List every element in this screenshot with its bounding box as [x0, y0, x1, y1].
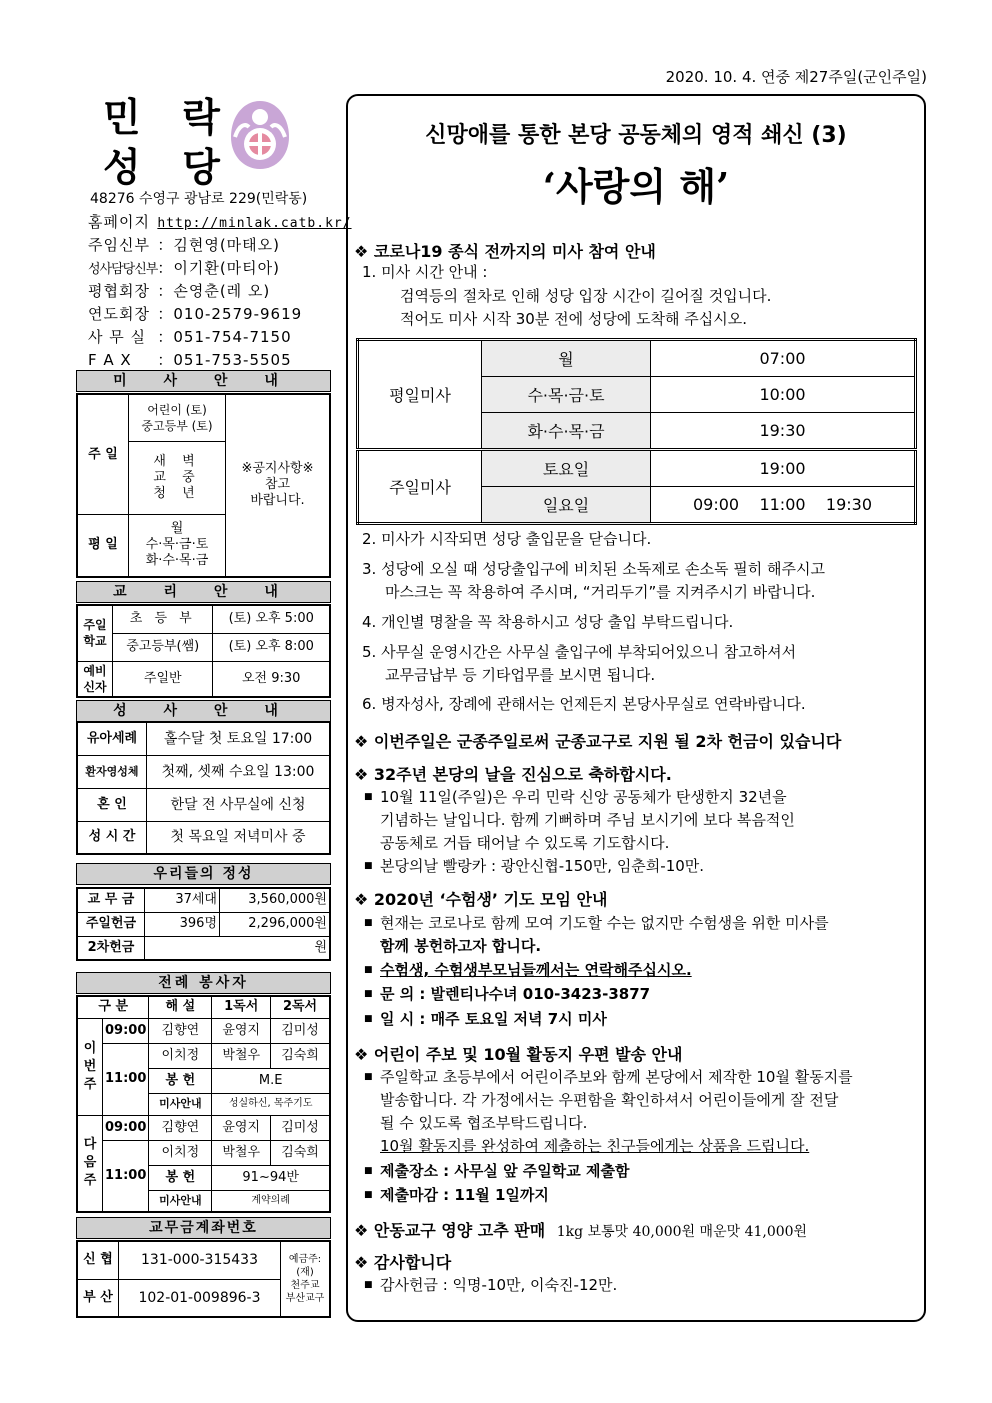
server-name: 김미성	[271, 1018, 330, 1043]
mass-guide-value: 성실하신, 목주기도	[212, 1093, 330, 1115]
mass-time: 09:00	[103, 1018, 149, 1043]
mass-hour: 19:00	[651, 450, 916, 487]
mass-day: 화·수·목·금	[482, 413, 651, 450]
church-info	[88, 210, 352, 371]
pepper-desc: 1kg 보통맛 40,000원 매운맛 41,000원	[556, 1224, 808, 1240]
church-name	[103, 93, 234, 193]
covid-p4: 4. 개인별 명찰을 꼭 착용하시고 성당 출입 부탁드립니다.	[362, 613, 734, 631]
anniversary-bullet-2	[362, 855, 918, 878]
sunday-mass-label: 주일미사	[358, 450, 482, 524]
offering-amount: 2,296,000원	[220, 912, 331, 936]
next-week-label: 다 음 주	[77, 1115, 103, 1212]
sacrament-label: 혼 인	[77, 788, 147, 821]
info-label: 사 무 실	[88, 328, 147, 346]
offering-count: 396명	[145, 912, 220, 936]
account-table	[76, 1240, 331, 1318]
sunday-groups-2: 새 벽 교 중 청 년	[153, 454, 201, 501]
exam-heading: ❖ 2020년 ‘수험생’ 기도 모임 안내	[354, 890, 608, 909]
info-label: F A X	[88, 350, 132, 369]
exam-bullet-4	[362, 1008, 918, 1031]
catechism-class: 중고등부(쌤)	[113, 633, 213, 661]
weekday-days: 월 수·목·금·토 화·수·목·금	[129, 515, 226, 577]
bullet-line: 본당의날 빨랑카 : 광안신협-150만, 임춘희-10만.	[380, 857, 705, 875]
info-label: 연도회장	[88, 305, 150, 323]
mass-hour: 19:30	[651, 413, 916, 450]
anniversary-bullet-1	[362, 786, 918, 855]
covid-p1: 1. 미사 시간 안내 :	[362, 263, 488, 281]
bullet-line: 공동체로 거듭 태어날 수 있도록 기도합시다.	[380, 834, 670, 852]
bullet-line: 제출장소 : 사무실 앞 주일학교 제출함	[380, 1162, 630, 1180]
offertory-label: 봉 헌	[149, 1068, 212, 1093]
covid-p6: 6. 병자성사, 장례에 관해서는 언제든지 본당사무실로 연락바랍니다.	[362, 695, 806, 713]
info-value: ：051-753-5505	[157, 351, 292, 369]
weekday-mass-label: 평일미사	[358, 340, 482, 450]
bullet-line: 기념하는 날입니다. 함께 기뻐하며 주님 보시기에 보다 복음적인	[380, 811, 795, 829]
bullet-line: 제출마감 : 11월 1일까지	[380, 1186, 549, 1204]
offering-amount: 3,560,000원	[220, 888, 331, 912]
catechism-class: 초 등 부	[113, 605, 213, 633]
mass-day: 수·목·금·토	[482, 377, 651, 413]
sacrament-label: 환자영성체	[77, 755, 147, 788]
server-name: 윤영지	[212, 1115, 271, 1140]
pepper-title: ❖ 안동교구 영양 고추 판매	[354, 1221, 546, 1240]
catechism-table	[76, 604, 331, 698]
info-value: ：051-754-7150	[157, 328, 292, 346]
bullet-line: 될 수 있도록 협조부탁드립니다.	[380, 1114, 588, 1132]
info-value: ：이기환(마티아)	[157, 259, 281, 277]
account-header: 교무금계좌번호	[76, 1217, 331, 1239]
mass-guide-table	[76, 393, 331, 578]
catechumen-time: 오전 9:30	[213, 661, 330, 697]
offertory-value: M.E	[212, 1068, 330, 1093]
this-week-label: 이 번 주	[77, 1018, 103, 1115]
thanks-heading: ❖ 감사합니다	[354, 1253, 452, 1272]
mass-time: 11:00	[103, 1140, 149, 1212]
church-name-line1: 민 락	[103, 95, 234, 141]
server-name: 김숙희	[271, 1140, 330, 1165]
sacrament-value: 한달 전 사무실에 신청	[147, 788, 331, 821]
bullet-line: 10월 활동지를 완성하여 제출하는 친구들에게는 상품을 드립니다.	[380, 1137, 810, 1155]
mass-time: 11:00	[103, 1043, 149, 1115]
covid-p3a: 3. 성당에 오실 때 성당출입구에 비치된 소독제로 손소독 필히 해주시고	[362, 560, 825, 578]
bullet-line: 발송합니다. 각 가정에서는 우편함을 확인하셔서 어린이들에게 잘 전달	[380, 1091, 839, 1109]
info-value: ：손영춘(레 오)	[157, 282, 271, 300]
church-name-line2: 성 당	[103, 145, 234, 191]
offertory-label: 봉 헌	[149, 1165, 212, 1190]
sunday-label: 주 일	[77, 394, 129, 515]
catechism-header: 교 리 안 내	[76, 581, 331, 603]
server-name: 김향연	[149, 1018, 212, 1043]
offering-label: 교 무 금	[77, 888, 145, 912]
mass-time: 09:00	[103, 1115, 149, 1140]
kids-bullet-1	[362, 1066, 918, 1158]
exam-bullet-2	[362, 959, 918, 982]
kids-bullet-3	[362, 1184, 918, 1207]
offering-label: 2차헌금	[77, 936, 145, 960]
exam-bullet-1	[362, 912, 918, 958]
covid-p1a: 검역등의 절차로 인해 성당 입장 시간이 길어질 것입니다.	[400, 287, 772, 305]
bullet-line: ■ 10월 11일(주일)은 우리 민락 신앙 공동체가 탄생한지 32년을	[380, 788, 787, 806]
bank-label: 부 산	[77, 1279, 119, 1317]
exam-bullet-3	[362, 983, 918, 1006]
mass-notice: ※공지사항※ 참고 바랍니다.	[226, 394, 331, 577]
church-address: 48276 수영구 광남로 229(민락동)	[90, 191, 308, 207]
sacrament-header: 성 사 안 내	[76, 700, 331, 722]
kids-heading: ❖ 어린이 주보 및 10월 활동지 우편 발송 안내	[354, 1045, 683, 1064]
mass-schedule-table	[356, 338, 917, 525]
offering-count: 37세대	[145, 888, 220, 912]
sacrament-value: 홀수달 첫 토요일 17:00	[147, 722, 331, 755]
weekday-label: 평 일	[77, 515, 129, 577]
thanks-bullet	[362, 1274, 918, 1297]
mass-day: 일요일	[482, 487, 651, 524]
info-label: 성사담당신부	[88, 262, 158, 277]
catechism-time: (토) 오후 5:00	[213, 605, 330, 633]
kids-bullet-2	[362, 1160, 918, 1183]
mass-hour: 07:00	[651, 340, 916, 377]
server-name: 김숙희	[271, 1043, 330, 1068]
mass-guide-label: 미사안내	[149, 1190, 212, 1212]
theme-subtitle: 신망애를 통한 본당 공동체의 영적 쇄신 (3)	[425, 123, 847, 148]
mass-guide-value: 계약의례	[212, 1190, 330, 1212]
sacrament-label: 성 시 간	[77, 821, 147, 854]
server-name: 윤영지	[212, 1018, 271, 1043]
bullet-line: 수험생, 수험생부모님들께서는 연락해주십시오.	[380, 961, 692, 979]
anniversary-heading: ❖ 32주년 본당의 날을 진심으로 축하합시다.	[354, 765, 672, 784]
offering-amount: 원	[145, 936, 331, 960]
col-header: 1독서	[212, 996, 271, 1018]
mass-day: 토요일	[482, 450, 651, 487]
mass-hour: 09:00 11:00 19:30	[651, 487, 916, 524]
servers-header: 전례 봉사자	[76, 972, 331, 994]
offering-header: 우리들의 정성	[76, 863, 331, 885]
col-header: 해 설	[149, 996, 212, 1018]
covid-p3b: 마스크는 꼭 착용하여 주시며, “거리두기”를 지켜주시기 바랍니다.	[385, 583, 816, 601]
bullet-line: 함께 봉헌하고자 합니다.	[380, 937, 542, 955]
server-name: 김향연	[149, 1115, 212, 1140]
account-number: 131-000-315433	[119, 1241, 281, 1279]
military-heading: ❖ 이번주일은 군종주일로써 군종교구로 지원 될 2차 헌금이 있습니다	[354, 732, 842, 751]
covid-p5a: 5. 사무실 운영시간은 사무실 출입구에 부착되어있으니 참고하셔서	[362, 643, 797, 661]
sunday-groups-1: 어린이 (토) 중고등부 (토)	[129, 395, 225, 442]
sacrament-value: 첫 목요일 저녁미사 중	[147, 821, 331, 854]
covid-heading: ❖ 코로나19 종식 전까지의 미사 참여 안내	[354, 242, 656, 261]
sacrament-table	[76, 721, 331, 855]
covid-p2: 2. 미사가 시작되면 성당 출입문을 닫습니다.	[362, 530, 652, 548]
covid-p1b: 적어도 미사 시작 30분 전에 성당에 도착해 주십시오.	[400, 310, 748, 328]
mass-guide-label: 미사안내	[149, 1093, 212, 1115]
servers-table	[76, 995, 331, 1213]
covid-p5b: 교무금납부 등 기타업무를 보시면 됩니다.	[385, 666, 656, 684]
server-name: 김미성	[271, 1115, 330, 1140]
offering-label: 주일헌금	[77, 912, 145, 936]
church-logo-icon	[225, 97, 295, 172]
col-header: 2독서	[271, 996, 330, 1018]
catechumen-class: 주일반	[113, 661, 213, 697]
mass-day: 월	[482, 340, 651, 377]
bank-label: 신 협	[77, 1241, 119, 1279]
pepper-heading	[354, 1218, 807, 1241]
homepage-link[interactable]: http://minlak.catb.kr/	[157, 215, 352, 231]
info-label: 주임신부	[88, 236, 150, 254]
account-holder: 예금주: (재) 천주교 부산교구	[281, 1241, 331, 1317]
account-number: 102-01-009896-3	[119, 1279, 281, 1317]
catechumen-label: 예비 신자	[77, 661, 113, 697]
sacrament-value: 첫째, 셋째 수요일 13:00	[147, 755, 331, 788]
server-name: 이치정	[149, 1043, 212, 1068]
school-label: 주일 학교	[77, 605, 113, 661]
catechism-time: (토) 오후 8:00	[213, 633, 330, 661]
mass-hour: 10:00	[651, 377, 916, 413]
info-value: ：010-2579-9619	[157, 305, 303, 323]
info-label: 홈페이지	[88, 213, 150, 231]
bullet-line: ■ 주일학교 초등부에서 어린이주보와 함께 본당에서 제작한 10월 활동지를	[380, 1068, 853, 1086]
bullet-line: 감사헌금 : 익명-10만, 이숙진-12만.	[380, 1276, 618, 1294]
bullet-line: 일 시 : 매주 토요일 저녁 7시 미사	[380, 1010, 607, 1028]
bullet-line: ■ 현재는 코로나로 함께 모여 기도할 수는 없지만 수험생을 위한 미사를	[380, 914, 829, 932]
sacrament-label: 유아세례	[77, 722, 147, 755]
col-header: 구 분	[77, 996, 149, 1018]
server-name: 박철우	[212, 1043, 271, 1068]
server-name: 이치정	[149, 1140, 212, 1165]
server-name: 박철우	[212, 1140, 271, 1165]
bullet-line: 문 의 : 발렌티나수녀 010-3423-3877	[380, 985, 651, 1003]
offering-table	[76, 887, 331, 961]
info-value: ：김현영(마태오)	[157, 236, 281, 254]
mass-guide-header: 미 사 안 내	[76, 370, 331, 392]
date-line: 2020. 10. 4. 연중 제27주일(군인주일)	[665, 68, 927, 86]
info-label: 평협회장	[88, 282, 150, 300]
theme-title: ‘사랑의 해’	[542, 164, 730, 209]
offertory-value: 91~94반	[212, 1165, 330, 1190]
